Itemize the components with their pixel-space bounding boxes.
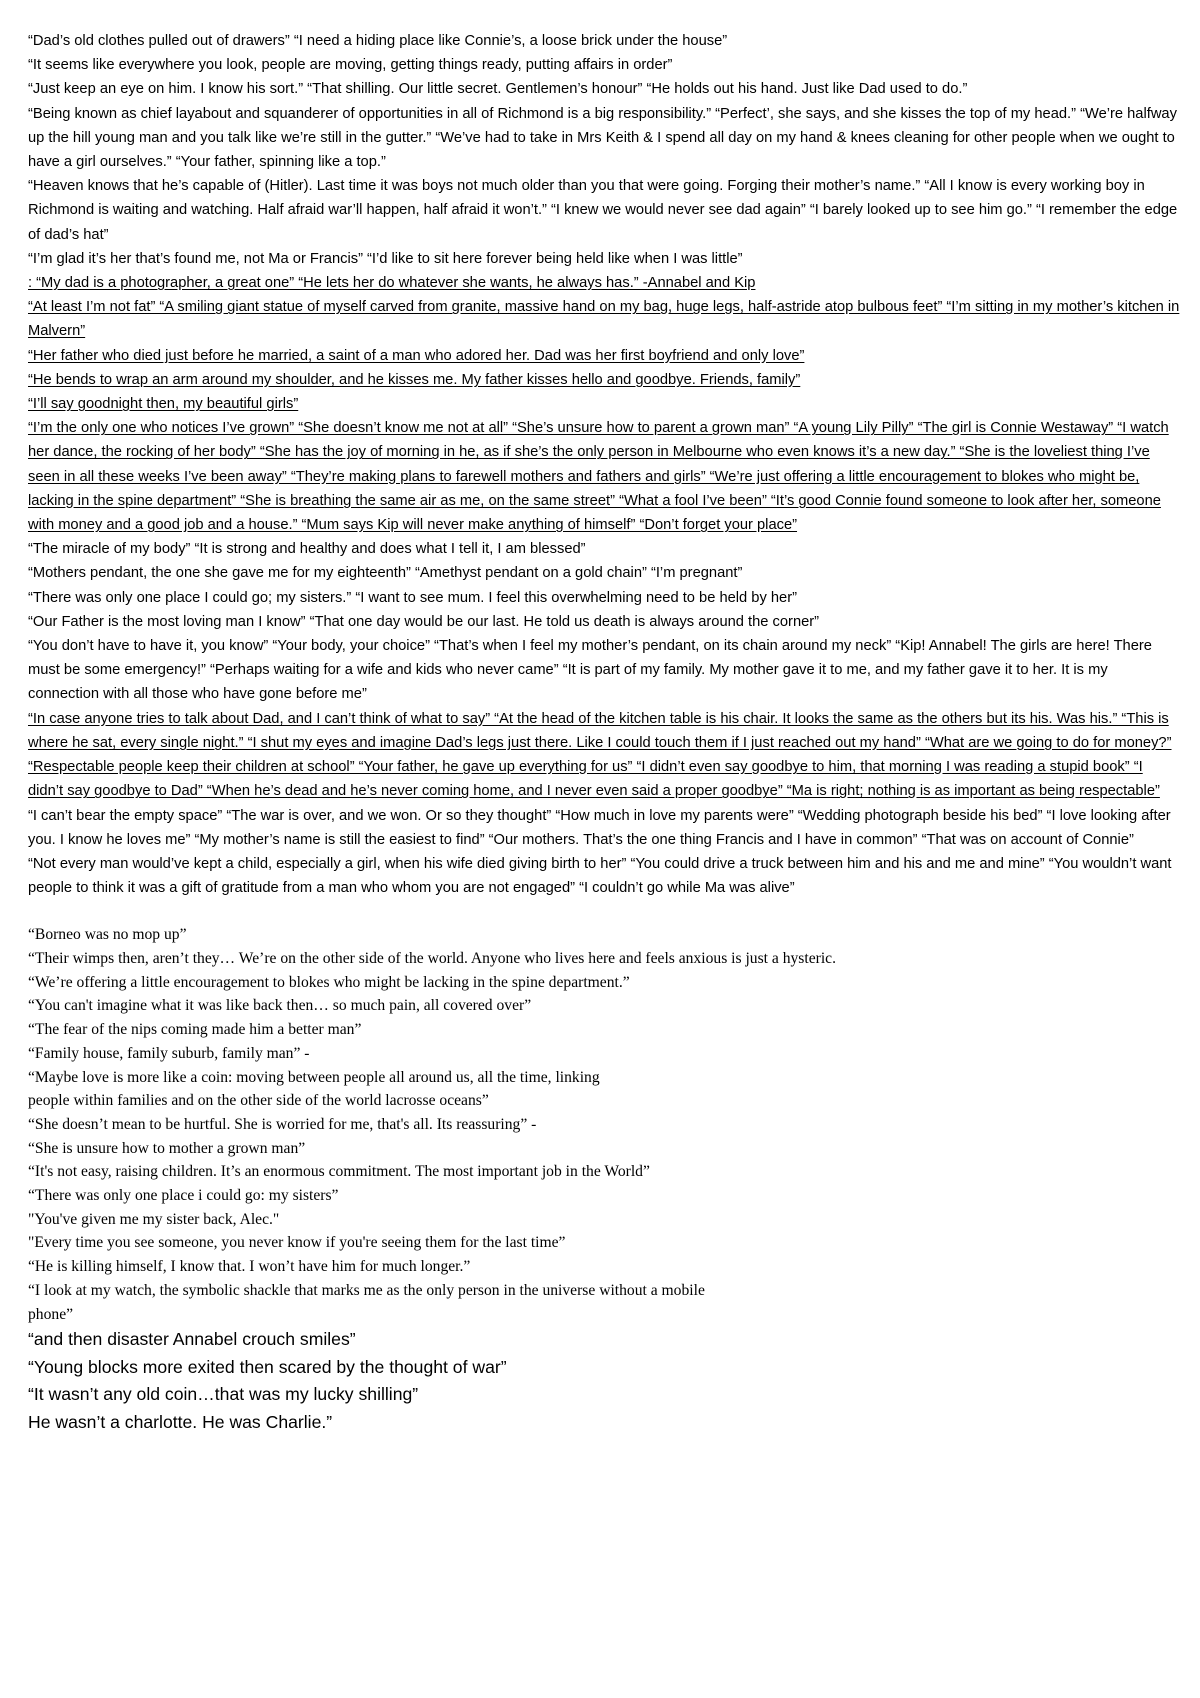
quote-line: “Maybe love is more like a coin: moving between people all around us, all the time, linking: [28, 1068, 600, 1086]
quote-line: “Family house, family suburb, family man” -: [28, 1044, 310, 1062]
quote-line: "You've given me my sister back, Alec.": [28, 1210, 280, 1228]
quote-line: “She is unsure how to mother a grown man”: [28, 1139, 306, 1157]
quote-paragraph-underlined: “I’ll say goodnight then, my beautiful girls”: [28, 396, 299, 413]
quote-paragraph: “The miracle of my body” “It is strong and healthy and does what I tell it, I am blessed”: [28, 541, 586, 558]
quote-line-large: “It wasn’t any old coin…that was my lucky shilling”: [28, 1384, 419, 1405]
quote-paragraph-underlined: “In case anyone tries to talk about Dad, and I can’t think of what to say” “At the head of the kitchen table is his chair. It looks the same as the others but its his. Was his.” “This is where he sat, every single night.” “I shut my eyes and imagine Dad’s legs just there. Like I could touch them if I just reached out my hand” “What are we going to do for money?” “Respectable people keep their children at school” “Your father, he gave up everything for us” “I didn’t even say goodbye to him, that morning I was reading a stupid book” “I didn’t say goodbye to Dad” “When he’s dead and he’s never coming home, and I never even said a proper goodbye” “Ma is right; nothing is as important as being respectable”: [28, 710, 1172, 800]
quote-paragraph-underlined: “At least I’m not fat” “A smiling giant statue of myself carved from granite, massive hand on my bag, huge legs, half-astride atop bulbous feet” “I’m sitting in my mother’s kitchen in Malvern”: [28, 299, 1180, 340]
quote-paragraph-underlined: “Her father who died just before he married, a saint of a man who adored her. Dad was her first boyfriend and only love”: [28, 347, 805, 364]
quote-paragraph: “It seems like everywhere you look, people are moving, getting things ready, putting affairs in order”: [28, 57, 673, 74]
quote-line: "Every time you see someone, you never know if you're seeing them for the last time”: [28, 1234, 566, 1252]
quote-paragraph: “Not every man would’ve kept a child, especially a girl, when his wife died giving birth to her” “You could drive a truck between him and his and me and mine” “You wouldn’t want people to think it was a gift of gratitude from a man who whom you are not engaged” “I couldn’t go while Ma was alive”: [28, 855, 1172, 897]
quote-line: “Their wimps then, aren’t they… We’re on the other side of the world. Anyone who lives here and feels anxious is just a hysteric.: [28, 950, 836, 968]
quote-paragraph: “I can’t bear the empty space” “The war is over, and we won. Or so they thought” “How much in love my parents were” “Wedding photograph beside his bed” “I love looking after you. I know he loves me” “My mother’s name is still the easiest to find” “Our mothers. That’s the one thing Francis and I have in common” “That was on account of Connie”: [28, 807, 1171, 848]
quote-paragraph: “You don’t have to have it, you know” “Your body, your choice” “That’s when I feel my mother’s pendant, on its chain around my neck” “Kip! Annabel! The girls are here! There must be some emergency!” “Perhaps waiting for a wife and kids who never came” “It is part of my family. My mother gave it to me, and my father gave it to her. It is my connection with all those who have gone before me”: [28, 638, 1152, 703]
quote-line-large: “and then disaster Annabel crouch smiles”: [28, 1329, 356, 1350]
quote-line-large: “Young blocks more exited then scared by the thought of war”: [28, 1356, 507, 1377]
quotes-section-serif: [28, 923, 1180, 1326]
quote-line: “The fear of the nips coming made him a better man”: [28, 1021, 362, 1039]
quotes-section-large: [28, 1326, 1180, 1436]
quote-line: people within families and on the other side of the world lacrosse oceans”: [28, 1092, 489, 1110]
quote-line: “She doesn’t mean to be hurtful. She is worried for me, that's all. Its reassuring” -: [28, 1115, 537, 1133]
quote-line: “You can't imagine what it was like back then… so much pain, all covered over”: [28, 997, 532, 1015]
quote-paragraph-underlined: : “My dad is a photographer, a great one” “He lets her do whatever she wants, he always has.” -Annabel and Kip: [28, 275, 756, 292]
quotes-section-calibri: [28, 29, 1180, 900]
quote-paragraph-underlined: “He bends to wrap an arm around my shoulder, and he kisses me. My father kisses hello and goodbye. Friends, family”: [28, 371, 801, 388]
quote-line: “He is killing himself, I know that. I won’t have him for much longer.”: [28, 1258, 471, 1276]
quote-paragraph-underlined: “I’m the only one who notices I’ve grown” “She doesn’t know me not at all” “She’s unsure how to parent a grown man” “A young Lily Pilly” “The girl is Connie Westaway” “I watch her dance, the rocking of her body” “She has the joy of morning in he, as if she’s the only person in Melbourne who even knows it’s a new day.” “She is the loveliest thing I’ve seen in all these weeks I’ve been away” “They’re making plans to farewell mothers and fathers and girls” “We’re just offering a little encouragement to blokes who might be, lacking in the spine department” “She is breathing the same air as me, on the same street” “What a fool I’ve been” “It’s good Connie found someone to look after her, someone with money and a good job and a house.” “Mum says Kip will never make anything of himself” “Don’t forget your place”: [28, 420, 1169, 534]
quote-paragraph: “There was only one place I could go; my sisters.” “I want to see mum. I feel this overwhelming need to be held by her”: [28, 589, 798, 606]
quote-line: “I look at my watch, the symbolic shackle that marks me as the only person in the universe without a mobile: [28, 1281, 705, 1299]
quote-paragraph: “I’m glad it’s her that’s found me, not Ma or Francis” “I’d like to sit here forever being held like when I was little”: [28, 250, 743, 267]
quote-paragraph: “Dad’s old clothes pulled out of drawers” “I need a hiding place like Connie’s, a loose brick under the house”: [28, 33, 728, 49]
quote-paragraph: “Being known as chief layabout and squanderer of opportunities in all of Richmond is a big responsibility.” “Perfect’, she says, and she kisses the top of my head.” “We’re halfway up the hill young man and you talk like we’re still in the gutter.” “We’ve had to take in Mrs Keith & I spend all day on my hand & knees cleaning for other people when we ought to have a girl ourselves.” “Your father, spinning like a top.”: [28, 105, 1177, 171]
quote-paragraph: “Heaven knows that he’s capable of (Hitler). Last time it was boys not much older than you that were going. Forging their mother’s name.” “All I know is every working boy in Richmond is waiting and watching. Half afraid war’ll happen, half afraid it won’t.” “I knew we would never see dad again” “I barely looked up to see him go.” “I remember the edge of dad’s hat”: [28, 178, 1178, 243]
quote-line: “It's not easy, raising children. It’s an enormous commitment. The most important job in the World”: [28, 1163, 650, 1181]
document-page: [28, 29, 1180, 1436]
blank-line: [28, 900, 1180, 923]
quote-line: “Borneo was no mop up”: [28, 926, 187, 944]
quote-line: “There was only one place i could go: my sisters”: [28, 1187, 339, 1205]
quote-paragraph: “Just keep an eye on him. I know his sort.” “That shilling. Our little secret. Gentlemen’s honour” “He holds out his hand. Just like Dad used to do.”: [28, 81, 968, 98]
quote-line-large: He wasn’t a charlotte. He was Charlie.”: [28, 1411, 333, 1432]
quote-paragraph: “Mothers pendant, the one she gave me for my eighteenth” “Amethyst pendant on a gold chain” “I’m pregnant”: [28, 565, 743, 582]
quote-line: phone”: [28, 1305, 74, 1323]
quote-paragraph: “Our Father is the most loving man I know” “That one day would be our last. He told us death is always around the corner”: [28, 613, 820, 630]
quote-line: “We’re offering a little encouragement to blokes who might be lacking in the spine department.”: [28, 973, 630, 991]
